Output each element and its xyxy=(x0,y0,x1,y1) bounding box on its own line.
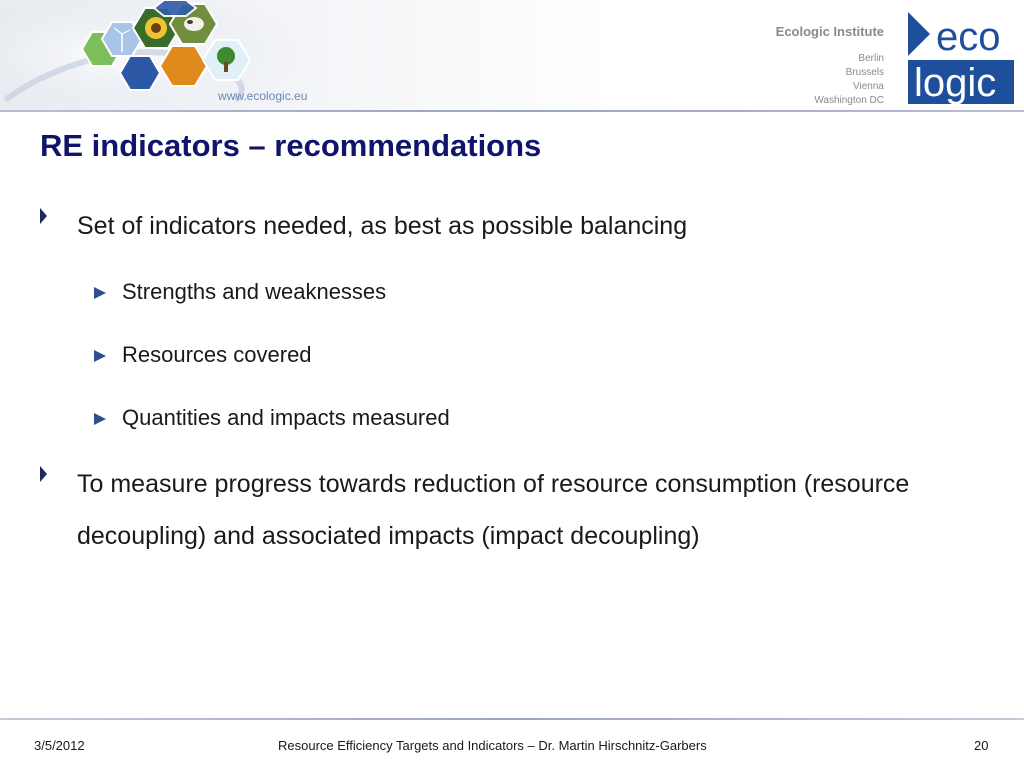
hexagon-blue-bottom xyxy=(120,56,160,90)
footer-presentation-title: Resource Efficiency Targets and Indicators – Dr. Martin Hirschnitz-Garbers xyxy=(278,738,707,753)
bullet-level1 xyxy=(40,200,957,252)
svg-text:eco: eco xyxy=(936,15,1001,59)
sub-bullet-arrow-icon xyxy=(94,287,106,299)
city-berlin: Berlin xyxy=(858,53,884,64)
city-vienna: Vienna xyxy=(853,81,884,92)
slide-title: RE indicators – recommendations xyxy=(40,128,542,163)
bullet-level2 xyxy=(94,340,312,370)
hexagon-blue-small xyxy=(154,0,196,16)
sub-bullet-arrow-icon xyxy=(94,350,106,362)
bullet-text: Quantities and impacts measured xyxy=(122,405,450,430)
institute-name: Ecologic Institute xyxy=(775,24,884,39)
svg-text:logic: logic xyxy=(914,61,997,105)
bullet-level2 xyxy=(94,403,450,433)
ecologic-logo xyxy=(906,10,1016,106)
bullet-text: To measure progress towards reduction of resource consumption (resource decoupling) and associated impacts (impact decoupling) xyxy=(77,470,910,550)
footer-date: 3/5/2012 xyxy=(34,738,85,753)
city-brussels: Brussels xyxy=(845,67,884,78)
header-divider xyxy=(0,110,1024,112)
header-banner xyxy=(0,0,1024,110)
office-cities xyxy=(814,52,884,108)
sub-bullet-arrow-icon xyxy=(94,413,106,425)
bullet-text: Strengths and weaknesses xyxy=(122,279,387,304)
footer-divider xyxy=(0,718,1024,720)
website-link[interactable]: www.ecologic.eu xyxy=(218,89,308,103)
bullet-text: Resources covered xyxy=(122,342,312,367)
page-number: 20 xyxy=(974,738,989,753)
bullet-arrow-icon xyxy=(40,466,47,482)
bullet-level2 xyxy=(94,277,386,307)
bullet-arrow-icon xyxy=(40,208,47,224)
bullet-text: Set of indicators needed, as best as possible balancing xyxy=(77,212,688,240)
city-washington: Washington DC xyxy=(814,95,884,106)
bullet-level1 xyxy=(40,458,957,562)
